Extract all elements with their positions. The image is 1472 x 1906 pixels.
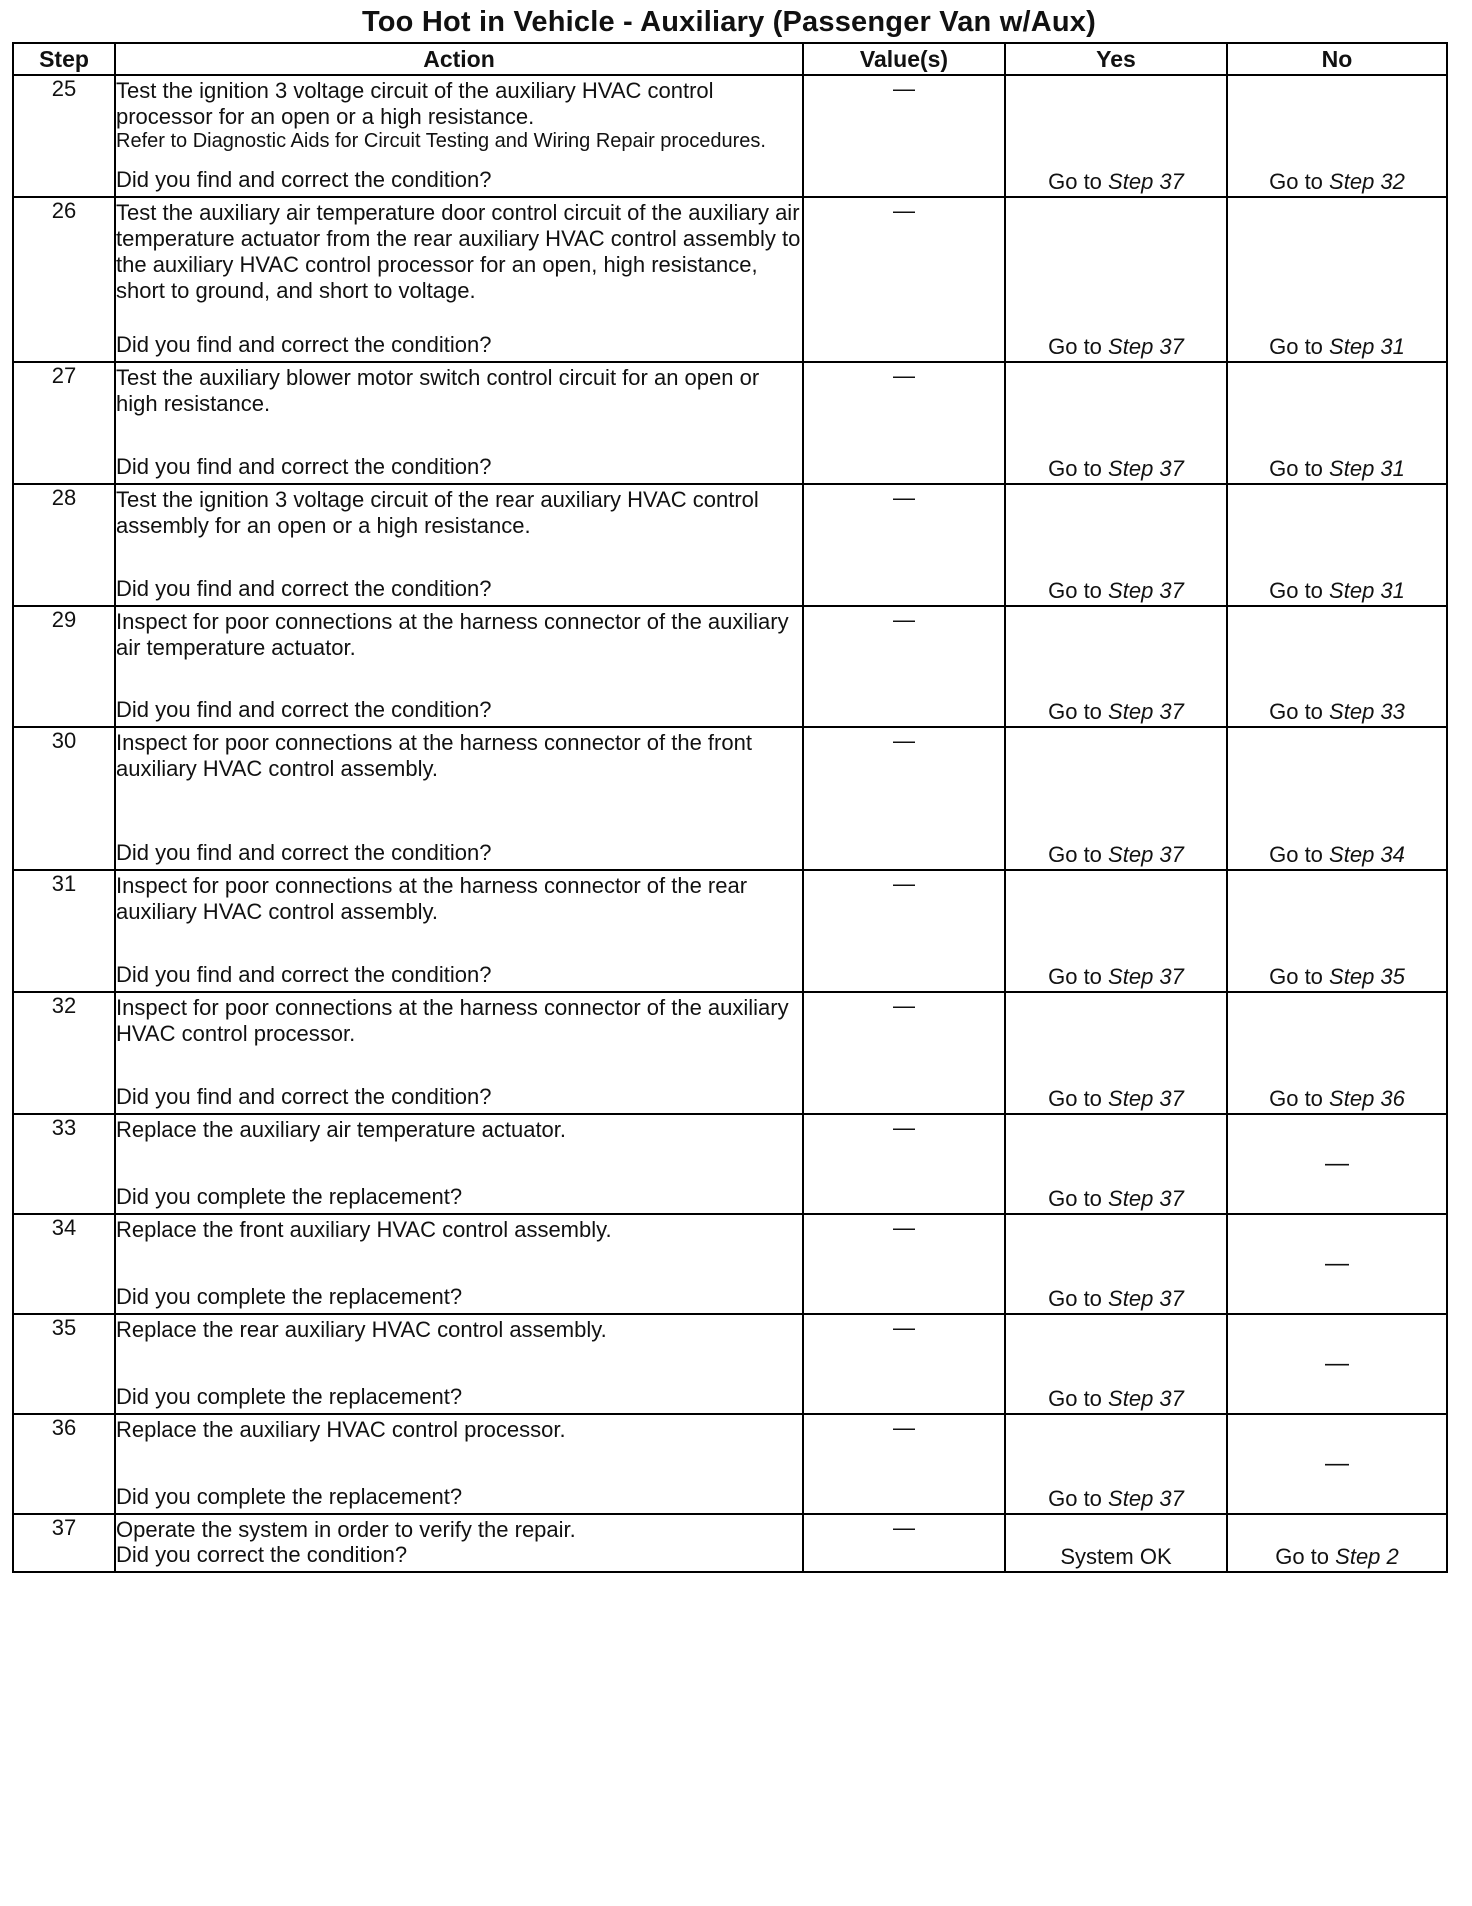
table-row: [13, 606, 1447, 727]
yes-prefix: Go to: [1048, 1186, 1102, 1211]
action-text-block: [116, 873, 802, 925]
no-step-link[interactable]: Step 35: [1329, 964, 1405, 989]
action-question: Did you find and correct the condition?: [116, 1084, 492, 1109]
action-content: [116, 363, 802, 481]
yes-outcome: [1006, 578, 1226, 604]
yes-outcome: [1006, 1186, 1226, 1212]
action-cell: [115, 484, 803, 606]
action-text-block: [116, 78, 802, 152]
step-number: 36: [13, 1414, 115, 1514]
action-text-block: [116, 1317, 802, 1343]
no-prefix: Go to: [1269, 842, 1323, 867]
yes-step-link[interactable]: Step 37: [1108, 1186, 1184, 1211]
value-cell: —: [803, 75, 1005, 197]
yes-prefix: Go to: [1048, 456, 1102, 481]
yes-step-link[interactable]: Step 37: [1108, 334, 1184, 359]
action-question: Did you find and correct the condition?: [116, 454, 492, 479]
no-cell: [1227, 1414, 1447, 1514]
value-cell: —: [803, 992, 1005, 1114]
action-text: Operate the system in order to verify the repair.: [116, 1517, 576, 1542]
yes-cell: [1005, 727, 1227, 870]
yes-outcome: [1006, 169, 1226, 195]
table-row: [13, 75, 1447, 197]
action-question: Did you find and correct the condition?: [116, 840, 492, 865]
no-cell: [1227, 992, 1447, 1114]
yes-outcome: [1006, 699, 1226, 725]
action-cell: [115, 1314, 803, 1414]
no-prefix: —: [1325, 1450, 1349, 1477]
no-cell: [1227, 1214, 1447, 1314]
yes-outcome: [1006, 1544, 1226, 1570]
action-text: Inspect for poor connections at the harness connector of the auxiliary HVAC control processor.: [116, 995, 789, 1046]
table-row: [13, 1314, 1447, 1414]
value-cell: —: [803, 1314, 1005, 1414]
action-text-block: [116, 1217, 802, 1243]
action-content: [116, 1215, 802, 1311]
action-text: Test the auxiliary air temperature door control circuit of the auxiliary air temperature actuator from the rear auxiliary HVAC control assembly to the auxiliary HVAC control processor for an open, high resistance, short to ground, and short to voltage.: [116, 200, 801, 303]
action-content: [116, 1415, 802, 1511]
header-no: No: [1227, 43, 1447, 75]
yes-outcome: [1006, 842, 1226, 868]
no-cell: [1227, 1514, 1447, 1572]
no-prefix: Go to: [1275, 1544, 1330, 1569]
step-number: 30: [13, 727, 115, 870]
action-text: Replace the rear auxiliary HVAC control assembly.: [116, 1317, 607, 1342]
action-content: [116, 993, 802, 1111]
yes-step-link[interactable]: Step 37: [1108, 578, 1184, 603]
no-outcome: [1228, 1086, 1446, 1112]
yes-prefix: Go to: [1048, 964, 1102, 989]
table-row: [13, 1414, 1447, 1514]
table-row: [13, 1214, 1447, 1314]
value-cell: —: [803, 1114, 1005, 1214]
action-text-block: [116, 1117, 802, 1143]
yes-outcome: [1006, 1386, 1226, 1412]
yes-step-link[interactable]: Step 37: [1108, 842, 1184, 867]
action-text: Inspect for poor connections at the harness connector of the auxiliary air temperature actuator.: [116, 609, 789, 660]
action-cell: [115, 1514, 803, 1572]
value-cell: —: [803, 727, 1005, 870]
yes-cell: [1005, 606, 1227, 727]
step-number: 26: [13, 197, 115, 362]
yes-outcome: [1006, 1486, 1226, 1512]
action-question: Did you find and correct the condition?: [116, 332, 492, 357]
table-row: [13, 992, 1447, 1114]
value-cell: —: [803, 484, 1005, 606]
action-question: Did you find and correct the condition?: [116, 962, 492, 987]
action-note: Refer to Diagnostic Aids for Circuit Testing and Wiring Repair procedures.: [116, 130, 766, 152]
value-cell: —: [803, 1514, 1005, 1572]
no-cell: [1227, 362, 1447, 484]
yes-prefix: Go to: [1048, 842, 1102, 867]
action-content: [116, 1115, 802, 1211]
yes-step-link[interactable]: Step 37: [1108, 1486, 1184, 1511]
diagnostic-table: [12, 42, 1448, 1573]
yes-prefix: Go to: [1048, 1486, 1102, 1511]
table-row: [13, 362, 1447, 484]
action-text: Test the ignition 3 voltage circuit of the auxiliary HVAC control processor for an open or a high resistance.: [116, 78, 714, 129]
step-number: 34: [13, 1214, 115, 1314]
header-action: Action: [115, 43, 803, 75]
action-cell: [115, 606, 803, 727]
no-outcome: [1228, 964, 1446, 990]
yes-prefix: Go to: [1048, 334, 1102, 359]
table-body: [13, 75, 1447, 1572]
step-number: 29: [13, 606, 115, 727]
no-step-link[interactable]: Step 36: [1329, 1086, 1405, 1111]
step-number: 33: [13, 1114, 115, 1214]
yes-prefix: Go to: [1048, 1286, 1102, 1311]
table-row: [13, 1114, 1447, 1214]
table-row: [13, 727, 1447, 870]
step-number: 27: [13, 362, 115, 484]
document-page: [12, 6, 1446, 1573]
step-number: 37: [13, 1514, 115, 1572]
yes-cell: [1005, 1114, 1227, 1214]
action-question: Did you correct the condition?: [116, 1542, 408, 1567]
action-content: [116, 1315, 802, 1411]
action-question: Did you complete the replacement?: [116, 1384, 463, 1409]
yes-cell: [1005, 1214, 1227, 1314]
yes-step-link[interactable]: Step 37: [1108, 456, 1184, 481]
action-cell: [115, 1114, 803, 1214]
no-prefix: —: [1325, 1250, 1349, 1277]
yes-prefix: Go to: [1048, 578, 1102, 603]
no-outcome: [1228, 1451, 1446, 1477]
action-question: Did you find and correct the condition?: [116, 576, 492, 601]
action-text: Inspect for poor connections at the harness connector of the front auxiliary HVAC control assembly.: [116, 730, 752, 781]
no-prefix: —: [1325, 1150, 1349, 1177]
no-step-link[interactable]: Step 31: [1329, 456, 1405, 481]
yes-outcome: [1006, 1086, 1226, 1112]
yes-step-link[interactable]: Step 37: [1108, 1086, 1184, 1111]
yes-prefix: Go to: [1048, 169, 1102, 194]
yes-cell: [1005, 992, 1227, 1114]
action-question: Did you find and correct the condition?: [116, 697, 492, 722]
no-prefix: Go to: [1269, 169, 1323, 194]
yes-cell: [1005, 1314, 1227, 1414]
no-step-link[interactable]: Step 2: [1335, 1544, 1399, 1569]
header-yes: Yes: [1005, 43, 1227, 75]
action-question: Did you complete the replacement?: [116, 1284, 463, 1309]
action-text: Replace the front auxiliary HVAC control assembly.: [116, 1217, 612, 1242]
no-outcome: [1228, 578, 1446, 604]
header-values: Value(s): [803, 43, 1005, 75]
action-text-block: [116, 995, 802, 1047]
no-outcome: [1228, 169, 1446, 195]
yes-prefix: Go to: [1048, 1086, 1102, 1111]
no-prefix: Go to: [1269, 699, 1323, 724]
no-cell: [1227, 75, 1447, 197]
action-text-block: [116, 200, 802, 304]
action-text-block: [116, 609, 802, 661]
action-content: [116, 871, 802, 989]
no-outcome: [1228, 456, 1446, 482]
yes-cell: [1005, 362, 1227, 484]
no-prefix: Go to: [1269, 334, 1323, 359]
action-text: Inspect for poor connections at the harness connector of the rear auxiliary HVAC control assembly.: [116, 873, 748, 924]
action-text-block: [116, 487, 802, 539]
yes-outcome: [1006, 964, 1226, 990]
action-content: [116, 76, 802, 194]
no-step-link[interactable]: Step 31: [1329, 578, 1405, 603]
action-text: Replace the auxiliary HVAC control processor.: [116, 1417, 566, 1442]
no-step-link[interactable]: Step 32: [1329, 169, 1405, 194]
page-title: Too Hot in Vehicle - Auxiliary (Passenger Van w/Aux): [362, 6, 1096, 38]
no-outcome: [1228, 1151, 1446, 1177]
yes-prefix: System OK: [1060, 1544, 1172, 1569]
step-number: 28: [13, 484, 115, 606]
no-outcome: [1228, 1544, 1446, 1570]
header-row: [13, 43, 1447, 75]
action-text-block: [116, 730, 802, 782]
table-row: [13, 484, 1447, 606]
yes-cell: [1005, 870, 1227, 992]
no-cell: [1227, 606, 1447, 727]
yes-step-link[interactable]: Step 37: [1108, 169, 1184, 194]
no-prefix: Go to: [1269, 456, 1323, 481]
action-cell: [115, 1214, 803, 1314]
action-cell: [115, 197, 803, 362]
value-cell: —: [803, 197, 1005, 362]
yes-step-link[interactable]: Step 37: [1108, 964, 1184, 989]
action-content: [116, 607, 802, 724]
yes-cell: [1005, 484, 1227, 606]
action-cell: [115, 870, 803, 992]
no-cell: [1227, 197, 1447, 362]
value-cell: —: [803, 1214, 1005, 1314]
no-outcome: [1228, 1251, 1446, 1277]
action-cell: [115, 1414, 803, 1514]
table-row: [13, 870, 1447, 992]
value-cell: —: [803, 1414, 1005, 1514]
action-cell: [115, 992, 803, 1114]
no-step-link[interactable]: Step 33: [1329, 699, 1405, 724]
yes-prefix: Go to: [1048, 699, 1102, 724]
action-question: Did you find and correct the condition?: [116, 167, 492, 192]
action-text: Test the auxiliary blower motor switch control circuit for an open or high resistance.: [116, 365, 760, 416]
step-number: 31: [13, 870, 115, 992]
action-question: Did you complete the replacement?: [116, 1484, 463, 1509]
yes-step-link[interactable]: Step 37: [1108, 1286, 1184, 1311]
table-row: [13, 1514, 1447, 1572]
action-text: Replace the auxiliary air temperature actuator.: [116, 1117, 567, 1142]
yes-cell: [1005, 1514, 1227, 1572]
action-text-block: [116, 365, 802, 417]
action-text-block: [116, 1417, 802, 1443]
action-cell: [115, 75, 803, 197]
yes-step-link[interactable]: Step 37: [1108, 1386, 1184, 1411]
action-cell: [115, 727, 803, 870]
action-content: [116, 728, 802, 867]
no-outcome: [1228, 842, 1446, 868]
yes-step-link[interactable]: Step 37: [1108, 699, 1184, 724]
no-step-link[interactable]: Step 31: [1329, 334, 1405, 359]
no-outcome: [1228, 334, 1446, 360]
no-step-link[interactable]: Step 34: [1329, 842, 1405, 867]
action-content: [116, 1515, 802, 1569]
no-prefix: Go to: [1269, 964, 1323, 989]
yes-cell: [1005, 1414, 1227, 1514]
value-cell: —: [803, 870, 1005, 992]
value-cell: —: [803, 362, 1005, 484]
yes-prefix: Go to: [1048, 1386, 1102, 1411]
no-cell: [1227, 870, 1447, 992]
no-prefix: Go to: [1269, 578, 1323, 603]
no-outcome: [1228, 699, 1446, 725]
no-cell: [1227, 1114, 1447, 1214]
no-outcome: [1228, 1351, 1446, 1377]
header-step: Step: [13, 43, 115, 75]
no-cell: [1227, 1314, 1447, 1414]
step-number: 32: [13, 992, 115, 1114]
action-text-block: [116, 1517, 802, 1543]
no-prefix: —: [1325, 1350, 1349, 1377]
yes-cell: [1005, 75, 1227, 197]
action-content: [116, 485, 802, 603]
step-number: 35: [13, 1314, 115, 1414]
action-cell: [115, 362, 803, 484]
table-row: [13, 197, 1447, 362]
yes-outcome: [1006, 1286, 1226, 1312]
action-question: Did you complete the replacement?: [116, 1184, 463, 1209]
no-cell: [1227, 484, 1447, 606]
no-prefix: Go to: [1269, 1086, 1323, 1111]
no-cell: [1227, 727, 1447, 870]
yes-outcome: [1006, 456, 1226, 482]
action-content: [116, 198, 802, 359]
yes-cell: [1005, 197, 1227, 362]
yes-outcome: [1006, 334, 1226, 360]
value-cell: —: [803, 606, 1005, 727]
action-text: Test the ignition 3 voltage circuit of the rear auxiliary HVAC control assembly for an open or a high resistance.: [116, 487, 759, 538]
step-number: 25: [13, 75, 115, 197]
